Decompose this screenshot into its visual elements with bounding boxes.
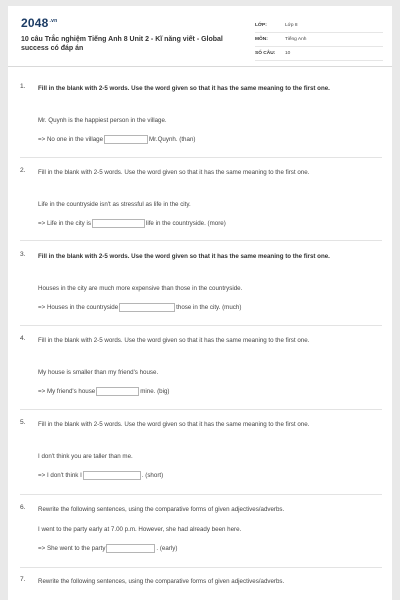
question-sentence: Life in the countryside isn't as stressful as life in the city. bbox=[38, 201, 191, 208]
divider bbox=[20, 240, 382, 241]
divider bbox=[20, 409, 382, 410]
question-sentence: My house is smaller than my friend's house. bbox=[38, 369, 159, 376]
document-title: 10 câu Trắc nghiệm Tiếng Anh 8 Unit 2 - Kĩ năng viết - Global success có đáp án bbox=[21, 36, 223, 52]
answer-line: => Life in the city is life in the countryside. (more) bbox=[38, 220, 226, 227]
question-sentence: Mr. Quynh is the happiest person in the village. bbox=[38, 117, 167, 124]
question-instruction: Fill in the blank with 2-5 words. Use the word given so that it has the same meaning to the first one. bbox=[38, 337, 310, 344]
answer-blank-input[interactable] bbox=[83, 471, 141, 480]
question-instruction: Rewrite the following sentences, using the comparative forms of given adjectives/adverbs. bbox=[38, 578, 285, 585]
divider bbox=[20, 157, 382, 158]
answer-blank-input[interactable] bbox=[96, 387, 139, 396]
answer-line: => I don't think I . (short) bbox=[38, 472, 164, 479]
answer-blank-input[interactable] bbox=[104, 135, 148, 144]
answer-blank-input[interactable] bbox=[119, 303, 175, 312]
question-instruction: Fill in the blank with 2-5 words. Use the word given so that it has the same meaning to the first one. bbox=[38, 421, 310, 428]
divider bbox=[20, 567, 382, 568]
document-page: $2048^{.vn}$ 10 câu Trắc nghiệm Tiếng Anh 8 Unit 2 - Kĩ năng viết - Global success có đáp án LỚP: Lớp 8 MÔN: Tiếng Anh SỐ CÂU: 10 1. Fill in the blank with 2-5 words. Use the word given so that it has the same meaning to the first one. Mr. Quynh is the happiest person in the village. => No one in the village Mr.Quynh. (than) 2. Fill in the blank with 2-5 words. Use the word given so that it has the same meaning to the first one. Life in the countryside isn't as stressful as life in the city. => Life in the city is life in the countryside. (more) 3. Fill in the blank with 2-5 words. Use the word given so that it has the same meaning to the first one. Houses in the city are much more expensive than those in the countryside. => Houses in the countryside those in the city. (much) 4. Fill in the blank with 2-5 words. Use the word given so that it has the same meaning to the first one. My house is smaller than my friend's house. => My friend's house mine. (big) 5. Fill in the blank with 2-5 words. Use the word given so that it has the same meaning to the first one. I don't think you are taller than me. => I don't think I . (short) 6. Rewrite the following sentences, using the comparative forms of given adjectives/adverbs. I went to the party early at 7.00 p.m. However, she had already been here. => She went to the party . (early) 7. Rewrite the following sentences, using the comparative forms of given adjectives/adverbs. bbox=[8, 6, 392, 600]
divider bbox=[20, 494, 382, 495]
question-sentence: I don't think you are taller than me. bbox=[38, 453, 133, 460]
question-instruction: Fill in the blank with 2-5 words. Use the word given so that it has the same meaning to the first one. bbox=[38, 169, 310, 176]
meta-row-subject: MÔN: Tiếng Anh bbox=[255, 33, 383, 47]
question-instruction: Fill in the blank with 2-5 words. Use the word given so that it has the same meaning to the first one. bbox=[38, 85, 330, 92]
question-sentence: I went to the party early at 7.00 p.m. However, she had already been here. bbox=[38, 526, 242, 533]
answer-blank-input[interactable] bbox=[106, 544, 155, 553]
site-logo[interactable]: $2048^{.vn}$ bbox=[21, 16, 58, 30]
document-header bbox=[8, 6, 392, 67]
answer-line: => Houses in the countryside those in the city. (much) bbox=[38, 304, 242, 311]
meta-info bbox=[255, 19, 383, 61]
question-instruction: Fill in the blank with 2-5 words. Use the word given so that it has the same meaning to the first one. bbox=[38, 253, 330, 260]
answer-blank-input[interactable] bbox=[92, 219, 145, 228]
divider bbox=[20, 325, 382, 326]
meta-row-count: SỐ CÂU: 10 bbox=[255, 47, 383, 61]
meta-row-class: LỚP: Lớp 8 bbox=[255, 19, 383, 33]
answer-line: => No one in the village Mr.Quynh. (than) bbox=[38, 136, 196, 143]
answer-line: => She went to the party . (early) bbox=[38, 545, 178, 552]
question-instruction: Rewrite the following sentences, using the comparative forms of given adjectives/adverbs. bbox=[38, 506, 285, 513]
answer-line: => My friend's house mine. (big) bbox=[38, 388, 170, 395]
question-sentence: Houses in the city are much more expensive than those in the countryside. bbox=[38, 285, 243, 292]
